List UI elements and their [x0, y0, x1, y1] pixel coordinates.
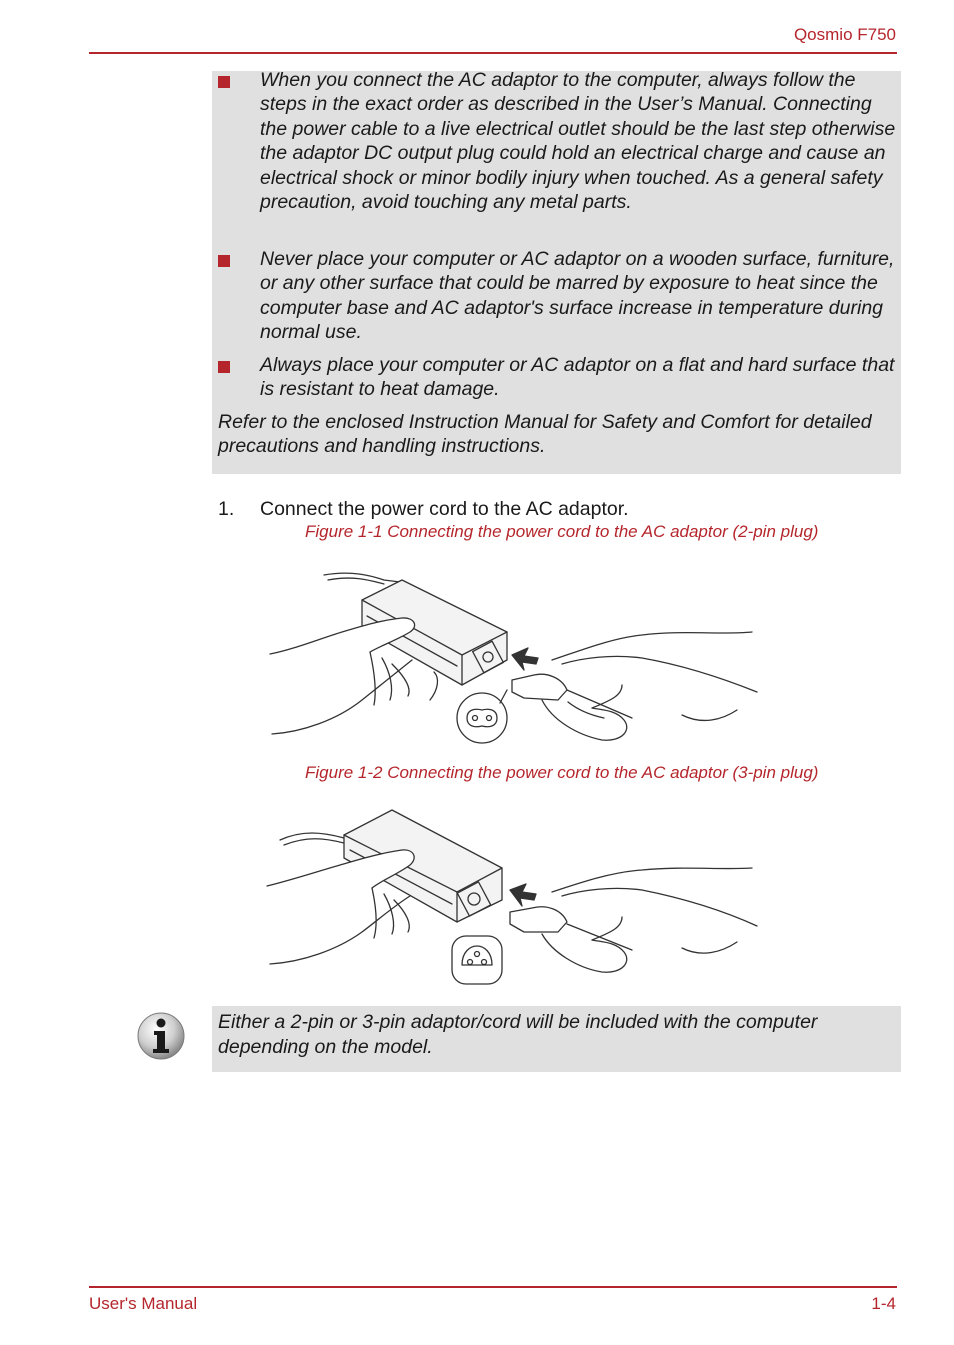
info-icon: [136, 1011, 186, 1061]
bullet-marker: [218, 255, 230, 267]
warning-item-3: Always place your computer or AC adaptor on a flat and hard surface that is resistant to heat damage.: [260, 354, 895, 401]
figure-1-illustration: [262, 560, 762, 750]
warning-item-1: When you connect the AC adaptor to the computer, always follow the steps in the exact order as described in the User’s Manual. Connecting the power cable to a live electrical outlet should be the last step otherwise the adaptor DC output plug could hold an electrical charge and cause an electrical shock or minor bodily injury when touched. As a general safety precaution, avoid touching any metal parts.: [260, 69, 896, 214]
figure-2-caption: Figure 1-2 Connecting the power cord to the AC adaptor (3-pin plug): [305, 763, 819, 782]
step-number: 1.: [218, 498, 235, 520]
warning-box: [212, 71, 901, 474]
note-box: [212, 1006, 901, 1072]
header-rule: [89, 52, 897, 54]
footer-manual-label: User's Manual: [89, 1294, 198, 1313]
step-text: Connect the power cord to the AC adaptor.: [260, 498, 629, 520]
figure-1-caption: Figure 1-1 Connecting the power cord to the AC adaptor (2-pin plug): [305, 522, 819, 541]
warning-item-2: Never place your computer or AC adaptor on a wooden surface, furniture, or any other surface that could be marred by exposure to heat since the computer base and AC adaptor's surface increase in temperature during normal use.: [260, 248, 895, 344]
header-title: Qosmio F750: [793, 25, 896, 44]
figure-2-illustration: [262, 800, 762, 990]
footer-rule: [89, 1286, 897, 1288]
warning-refer-text: Refer to the enclosed Instruction Manual for Safety and Comfort for detailed precautions and handling instructions.: [218, 411, 872, 458]
footer-page-number: 1-4: [871, 1294, 896, 1313]
note-text: Either a 2-pin or 3-pin adaptor/cord will be included with the computer depending on the model.: [218, 1011, 818, 1058]
bullet-marker: [218, 76, 230, 88]
bullet-marker: [218, 361, 230, 373]
